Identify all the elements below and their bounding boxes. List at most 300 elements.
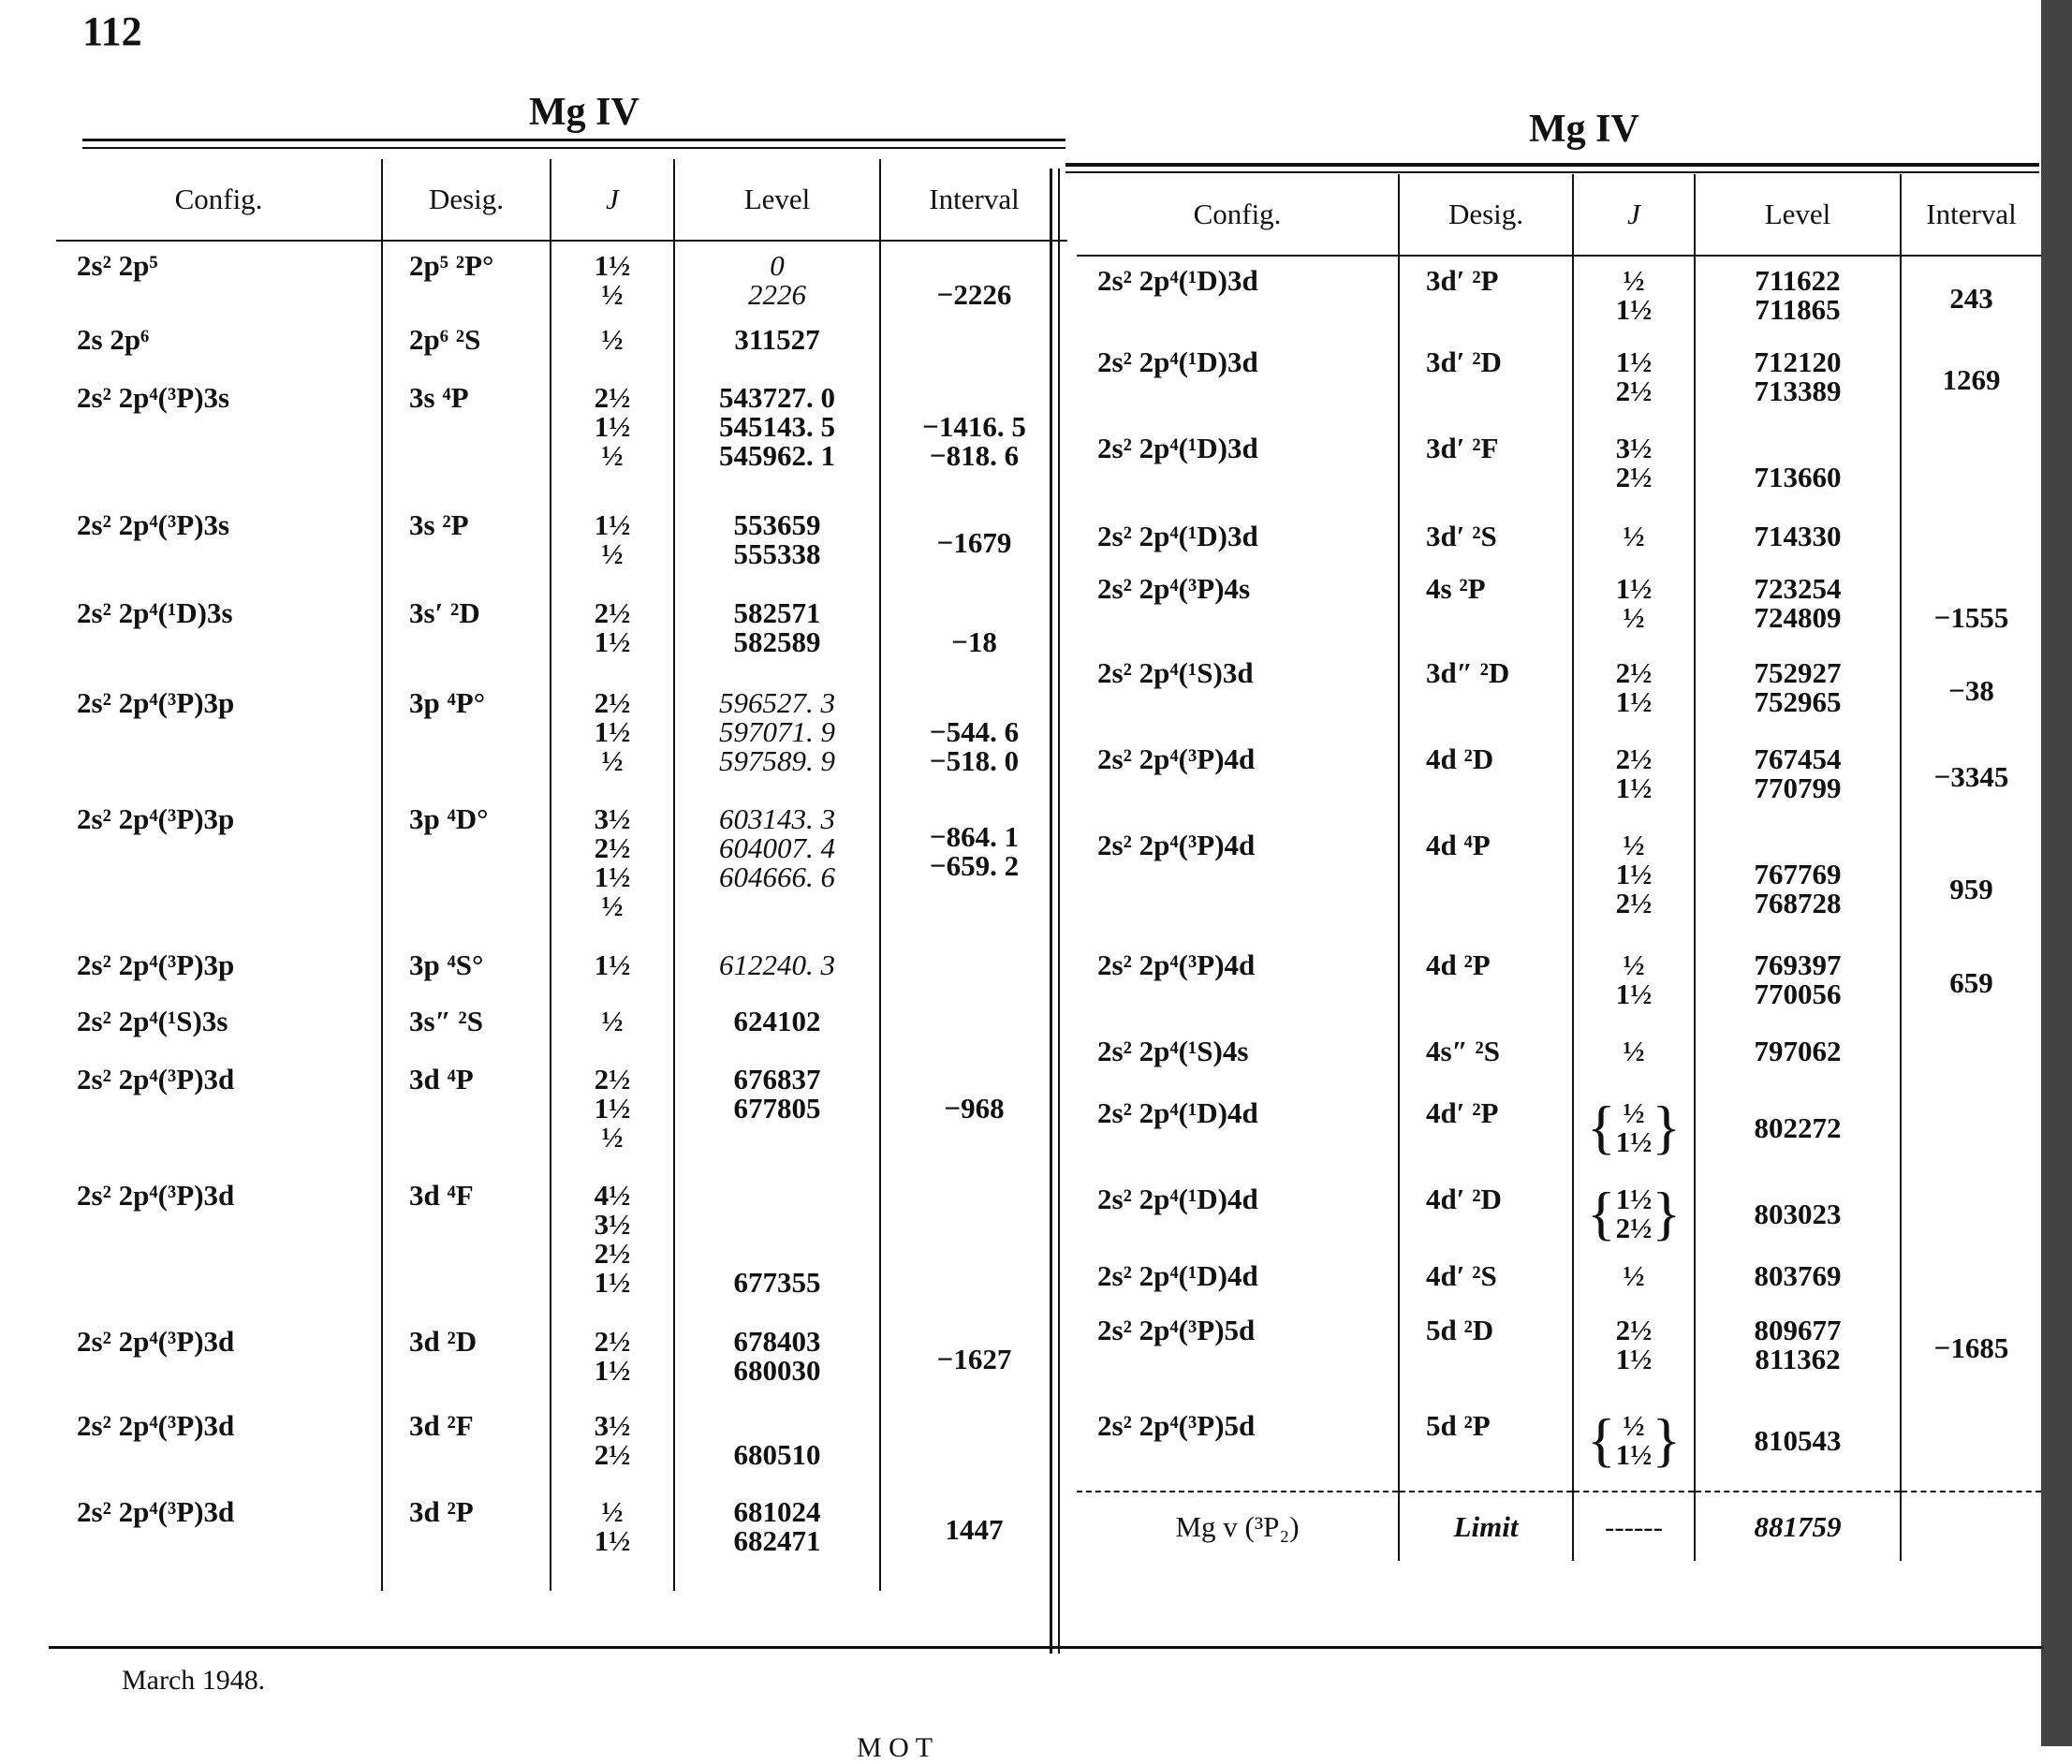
- j-value: 2½: [1615, 656, 1653, 689]
- level-value: 0: [770, 249, 785, 282]
- right-header-desig: Desig.: [1399, 174, 1573, 256]
- j-value: 1½: [594, 625, 631, 658]
- left-config-cell: [56, 589, 382, 679]
- level-value: 311527: [734, 323, 820, 356]
- j-value: 2½: [594, 596, 631, 629]
- right-desig-cell: [1399, 1402, 1573, 1492]
- j-value: 1½: [1615, 858, 1653, 890]
- right-config-cell: [1077, 1027, 1399, 1089]
- config-text: 2s² 2p⁴(³P)3p: [77, 802, 235, 835]
- j-value: 4½: [594, 1179, 631, 1212]
- limit-j: ------: [1605, 1510, 1663, 1543]
- left-interval-cell: [880, 1171, 1067, 1317]
- desig-text: 4d ²D: [1426, 742, 1494, 775]
- j-value: 3½: [594, 1409, 631, 1442]
- j-value: 1½: [594, 715, 631, 748]
- interval-value: 659: [1949, 965, 1993, 999]
- left-brace: {: [1586, 1180, 1616, 1246]
- j-value: 2½: [1615, 1212, 1653, 1244]
- j-value: 1½: [1615, 685, 1653, 718]
- right-config-cell: [1077, 256, 1399, 338]
- right-desig-cell: [1399, 1252, 1573, 1306]
- j-value: 3½: [1615, 432, 1653, 464]
- j-value: ½: [1623, 948, 1645, 981]
- config-text: 2s² 2p⁴(¹D)3d: [1097, 345, 1258, 378]
- left-row: [56, 374, 1067, 501]
- bottom-cutoff-text: M O T: [857, 1732, 933, 1763]
- left-desig-cell: [382, 1171, 551, 1317]
- interval-value: −3345: [1933, 759, 2009, 793]
- left-j-cell: [551, 1317, 674, 1402]
- j-value: ½: [1623, 1409, 1645, 1442]
- j-value: 1½: [1615, 1125, 1653, 1158]
- level-value: 2226: [748, 278, 806, 311]
- j-value: ½: [601, 1121, 624, 1154]
- right-row: [1077, 941, 2041, 1027]
- j-value: 2½: [1615, 375, 1653, 407]
- config-text: 2s² 2p⁴(¹D)4d: [1097, 1096, 1258, 1129]
- config-text: 2s² 2p⁴(¹S)3d: [1097, 656, 1254, 689]
- right-j-cell: [1573, 735, 1695, 821]
- desig-text: 3d ²D: [409, 1325, 478, 1358]
- right-level-cell: [1695, 821, 1901, 941]
- right-level-cell: [1695, 338, 1901, 424]
- config-text: 2s 2p⁶: [77, 323, 150, 356]
- right-level-cell: [1695, 1175, 1901, 1252]
- config-text: 2s² 2p⁴(³P)3s: [77, 508, 230, 541]
- desig-text: 3d ²F: [409, 1409, 474, 1442]
- right-j-cell: [1573, 1027, 1695, 1089]
- left-row: [56, 997, 1067, 1055]
- level-value: 770056: [1754, 978, 1842, 1010]
- left-config-cell: [56, 1055, 382, 1171]
- level-value: [1696, 434, 1900, 463]
- level-value: 767769: [1754, 858, 1842, 890]
- level-value: 582571: [733, 596, 821, 629]
- left-panel-title: Mg IV: [529, 91, 639, 134]
- left-interval-cell: [880, 316, 1067, 374]
- left-header-row: [56, 159, 1067, 241]
- interval-value: −818. 6: [929, 439, 1020, 472]
- right-config-cell: [1077, 1089, 1399, 1175]
- interval-value: −1416. 5: [922, 410, 1026, 443]
- level-value: 713389: [1754, 375, 1842, 407]
- j-value: ½: [1623, 520, 1645, 552]
- left-row: [56, 241, 1067, 316]
- right-level-cell: [1695, 256, 1901, 338]
- right-brace: }: [1652, 1180, 1682, 1246]
- left-level-cell: [674, 501, 880, 589]
- left-level-cell: [674, 795, 880, 941]
- right-level-cell: [1695, 649, 1901, 735]
- right-j-cell: [1573, 512, 1695, 565]
- left-row: [56, 316, 1067, 374]
- left-row: [56, 1171, 1067, 1317]
- j-value: 1½: [594, 948, 631, 981]
- level-value: [675, 1181, 879, 1210]
- left-level-cell: [674, 1055, 880, 1171]
- left-row: [56, 795, 1067, 941]
- bottom-rule: [49, 1646, 2043, 1649]
- desig-text: 4d′ ²P: [1426, 1096, 1499, 1129]
- right-config-cell: [1077, 1402, 1399, 1492]
- right-row: [1077, 338, 2041, 424]
- right-row: [1077, 424, 2041, 512]
- j-value: 2½: [594, 1063, 631, 1095]
- level-value: 811362: [1755, 1343, 1841, 1375]
- j-value: 2½: [594, 1438, 631, 1471]
- right-level-cell: [1695, 1402, 1901, 1492]
- limit-desig-cell: [1399, 1492, 1573, 1561]
- interval-value: −968: [944, 1092, 1005, 1125]
- left-level-cell: [674, 679, 880, 795]
- right-level-cell: [1695, 424, 1901, 512]
- right-config-cell: [1077, 1175, 1399, 1252]
- level-value: 723254: [1754, 572, 1842, 605]
- right-header-config: Config.: [1077, 174, 1399, 256]
- level-value: 676837: [733, 1063, 821, 1095]
- footer-date: March 1948.: [122, 1665, 266, 1696]
- j-value: ½: [601, 744, 624, 777]
- desig-text: 4s ²P: [1426, 572, 1486, 605]
- interval-value: −1685: [1933, 1330, 2009, 1364]
- level-value: 768728: [1754, 887, 1842, 919]
- left-interval-cell: [880, 1488, 1067, 1591]
- center-divider-a: [1050, 169, 1052, 1654]
- right-row: [1077, 1402, 2041, 1492]
- desig-text: 3d ⁴P: [409, 1063, 474, 1095]
- right-desig-cell: [1399, 821, 1573, 941]
- level-value: 752927: [1754, 656, 1842, 689]
- j-value: ½: [1623, 601, 1645, 634]
- center-divider-b: [1058, 169, 1060, 1654]
- left-level-cell: [674, 1402, 880, 1488]
- config-text: 2s² 2p⁴(³P)3d: [77, 1179, 235, 1212]
- right-level-cell: [1695, 1089, 1901, 1175]
- right-config-cell: [1077, 649, 1399, 735]
- level-value: 711622: [1755, 264, 1841, 297]
- level-value: 582589: [733, 625, 821, 658]
- right-j-cell: [1573, 941, 1695, 1027]
- limit-level-cell: [1695, 1492, 1901, 1561]
- left-row: [56, 501, 1067, 589]
- level-value: 596527. 3: [719, 686, 835, 719]
- left-config-cell: [56, 374, 382, 501]
- right-levels-table: [1077, 174, 2041, 1561]
- level-value: 681024: [733, 1495, 821, 1528]
- right-header-j: J: [1573, 174, 1695, 256]
- right-level-cell: [1695, 735, 1901, 821]
- left-level-cell: [674, 374, 880, 501]
- left-desig-cell: [382, 241, 551, 316]
- left-config-cell: [56, 1488, 382, 1591]
- left-j-cell: [551, 1488, 674, 1591]
- right-header-row: [1077, 174, 2041, 256]
- j-value: 1½: [594, 249, 631, 282]
- left-config-cell: [56, 1171, 382, 1317]
- right-j-cell: [1573, 256, 1695, 338]
- level-value: 770799: [1754, 772, 1842, 804]
- right-j-cell: [1573, 821, 1695, 941]
- interval-value: −864. 1: [929, 819, 1020, 853]
- left-config-cell: [56, 501, 382, 589]
- right-j-cell: [1573, 424, 1695, 512]
- limit-config: Mg v (³P₂): [1175, 1510, 1300, 1543]
- right-interval-cell: [1901, 565, 2041, 649]
- config-text: 2s² 2p⁴(³P)4s: [1097, 572, 1251, 605]
- right-desig-cell: [1399, 512, 1573, 565]
- level-value: 810543: [1754, 1423, 1842, 1457]
- right-j-cell: [1573, 565, 1695, 649]
- left-config-cell: [56, 316, 382, 374]
- right-config-cell: [1077, 338, 1399, 424]
- j-value: 2½: [1615, 1314, 1653, 1346]
- right-level-cell: [1695, 941, 1901, 1027]
- right-level-cell: [1695, 512, 1901, 565]
- desig-text: 2p⁶ ²S: [409, 323, 481, 356]
- level-value: 612240. 3: [719, 948, 835, 981]
- left-desig-cell: [382, 1317, 551, 1402]
- level-value: 624102: [733, 1005, 821, 1037]
- j-value: 1½: [1615, 345, 1653, 378]
- left-j-cell: [551, 589, 674, 679]
- right-interval-cell: [1901, 338, 2041, 424]
- interval-value: −659. 2: [929, 848, 1020, 882]
- left-j-cell: [551, 374, 674, 501]
- left-level-cell: [674, 316, 880, 374]
- page-number: 112: [82, 8, 142, 54]
- level-value: 603143. 3: [719, 802, 835, 835]
- left-j-cell: [551, 1171, 674, 1317]
- j-value: 2½: [594, 1237, 631, 1270]
- top-rule-left-thin: [82, 147, 1065, 149]
- left-desig-cell: [382, 316, 551, 374]
- level-value: 545962. 1: [719, 439, 835, 472]
- level-value: 711865: [1755, 293, 1841, 326]
- left-header-level: Level: [674, 159, 880, 241]
- right-row: [1077, 256, 2041, 338]
- config-text: 2s² 2p⁴(³P)4d: [1097, 948, 1256, 981]
- left-j-cell: [551, 1402, 674, 1488]
- page-edge-shadow: [2041, 0, 2072, 1746]
- config-text: 2s² 2p⁴(¹D)3d: [1097, 520, 1258, 552]
- right-interval-cell: [1901, 1306, 2041, 1402]
- j-value: ½: [601, 889, 624, 922]
- config-text: 2s² 2p⁴(¹D)3d: [1097, 264, 1258, 297]
- right-desig-cell: [1399, 424, 1573, 512]
- left-level-cell: [674, 1317, 880, 1402]
- right-row: [1077, 735, 2041, 821]
- left-interval-cell: [880, 997, 1067, 1055]
- j-value: ½: [601, 278, 624, 311]
- left-interval-cell: [880, 1055, 1067, 1171]
- right-desig-cell: [1399, 1175, 1573, 1252]
- right-row: [1077, 1252, 2041, 1306]
- level-value: [1696, 831, 1900, 860]
- interval-value: −544. 6: [929, 715, 1020, 748]
- desig-text: 3d′ ²F: [1426, 432, 1499, 464]
- right-interval-cell: [1901, 941, 2041, 1027]
- j-value: 1½: [594, 410, 631, 443]
- left-config-cell: [56, 941, 382, 997]
- j-value: 3½: [594, 1208, 631, 1241]
- right-row: [1077, 649, 2041, 735]
- left-row: [56, 679, 1067, 795]
- j-value: 2½: [1615, 742, 1653, 775]
- left-header-desig: Desig.: [382, 159, 551, 241]
- level-value: 769397: [1754, 948, 1842, 981]
- config-text: 2s² 2p⁴(¹S)3s: [77, 1005, 228, 1037]
- j-value: ½: [1623, 264, 1645, 297]
- right-level-cell: [1695, 1027, 1901, 1089]
- j-value: ½: [601, 1495, 624, 1528]
- right-header-level: Level: [1695, 174, 1901, 256]
- top-rule-right-thick: [1065, 163, 2039, 167]
- desig-text: 3d ⁴F: [409, 1179, 474, 1212]
- right-j-cell: [1573, 1252, 1695, 1306]
- right-desig-cell: [1399, 649, 1573, 735]
- interval-value: 1447: [945, 1512, 1004, 1546]
- desig-text: 2p⁵ ²P°: [409, 249, 494, 282]
- desig-text: 3p ⁴D°: [409, 802, 489, 835]
- level-value: 752965: [1754, 685, 1842, 718]
- j-value: ½: [601, 1005, 624, 1037]
- right-interval-cell: [1901, 649, 2041, 735]
- interval-value: −18: [951, 625, 997, 658]
- config-text: 2s² 2p⁴(³P)3s: [77, 381, 230, 414]
- level-value: 543727. 0: [719, 381, 835, 414]
- level-value: 597589. 9: [719, 744, 835, 777]
- right-config-cell: [1077, 735, 1399, 821]
- config-text: 2s² 2p⁴(¹D)3s: [77, 596, 233, 629]
- left-brace: {: [1586, 1094, 1616, 1160]
- level-value: 712120: [1754, 345, 1842, 378]
- right-config-cell: [1077, 1252, 1399, 1306]
- level-value: 677805: [733, 1092, 821, 1125]
- right-j-cell: [1573, 338, 1695, 424]
- right-interval-cell: [1901, 735, 2041, 821]
- left-interval-cell: [880, 374, 1067, 501]
- right-config-cell: [1077, 821, 1399, 941]
- level-value: 604666. 6: [719, 860, 835, 893]
- config-text: 2s² 2p⁴(³P)4d: [1097, 829, 1256, 861]
- right-interval-cell: [1901, 256, 2041, 338]
- left-level-cell: [674, 589, 880, 679]
- right-j-cell: [1573, 1175, 1695, 1252]
- desig-text: 3d′ ²D: [1426, 345, 1502, 378]
- interval-value: 243: [1949, 281, 1993, 315]
- left-level-cell: [674, 1488, 880, 1591]
- right-desig-cell: [1399, 338, 1573, 424]
- level-value: 677355: [733, 1266, 821, 1299]
- right-interval-cell: [1901, 1402, 2041, 1492]
- j-value: 1½: [1615, 1438, 1653, 1471]
- right-desig-cell: [1399, 1306, 1573, 1402]
- j-value: 1½: [1615, 1183, 1653, 1215]
- left-interval-cell: [880, 501, 1067, 589]
- right-header-interval: Interval: [1901, 174, 2041, 256]
- left-j-cell: [551, 241, 674, 316]
- right-row: [1077, 565, 2041, 649]
- limit-label: Limit: [1453, 1510, 1519, 1543]
- desig-text: 3d′ ²S: [1426, 520, 1497, 552]
- level-value: 803023: [1754, 1197, 1842, 1230]
- config-text: 2s² 2p⁴(³P)5d: [1097, 1314, 1256, 1346]
- right-row: [1077, 1089, 2041, 1175]
- left-row: [56, 1488, 1067, 1591]
- right-interval-cell: [1901, 1027, 2041, 1089]
- right-config-cell: [1077, 941, 1399, 1027]
- right-row: [1077, 1027, 2041, 1089]
- level-value: 803769: [1754, 1259, 1842, 1292]
- left-config-cell: [56, 1317, 382, 1402]
- desig-text: 5d ²P: [1426, 1409, 1491, 1442]
- j-value: ½: [1623, 1096, 1645, 1129]
- right-desig-cell: [1399, 565, 1573, 649]
- left-row: [56, 1055, 1067, 1171]
- top-rule-right-thin: [1065, 171, 2039, 173]
- left-interval-cell: [880, 241, 1067, 316]
- top-rule-left-thick: [82, 139, 1065, 141]
- level-value: 714330: [1754, 520, 1842, 552]
- left-j-cell: [551, 997, 674, 1055]
- right-interval-cell: [1901, 512, 2041, 565]
- desig-text: 3d ²P: [409, 1495, 474, 1528]
- j-value: ½: [1623, 829, 1645, 861]
- desig-text: 4d′ ²D: [1426, 1183, 1502, 1215]
- left-j-cell: [551, 795, 674, 941]
- left-interval-cell: [880, 941, 1067, 997]
- config-text: 2s² 2p⁴(³P)3d: [77, 1063, 235, 1095]
- left-desig-cell: [382, 1055, 551, 1171]
- right-interval-cell: [1901, 1252, 2041, 1306]
- desig-text: 3d′ ²P: [1426, 264, 1499, 297]
- left-header-interval: Interval: [880, 159, 1067, 241]
- left-level-cell: [674, 941, 880, 997]
- interval-value: −2226: [936, 278, 1012, 311]
- left-row: [56, 589, 1067, 679]
- right-j-cell: [1573, 1306, 1695, 1402]
- left-desig-cell: [382, 941, 551, 997]
- j-value: 2½: [1615, 461, 1653, 493]
- right-config-cell: [1077, 424, 1399, 512]
- right-level-cell: [1695, 1306, 1901, 1402]
- level-value: 604007. 4: [719, 831, 835, 864]
- right-row: [1077, 512, 2041, 565]
- left-levels-table: [56, 159, 1067, 1591]
- j-value: 1½: [1615, 572, 1653, 605]
- config-text: 2s² 2p⁴(³P)3p: [77, 686, 235, 719]
- interval-value: 959: [1949, 872, 1993, 905]
- left-interval-cell: [880, 1317, 1067, 1402]
- right-brace: }: [1652, 1406, 1682, 1473]
- left-config-cell: [56, 795, 382, 941]
- interval-value: −1555: [1933, 601, 2009, 634]
- j-value: ½: [601, 323, 624, 356]
- level-value: 680030: [733, 1354, 821, 1387]
- j-value: 1½: [1615, 293, 1653, 326]
- interval-value: −1679: [936, 525, 1012, 559]
- j-value: 1½: [594, 1266, 631, 1299]
- config-text: 2s² 2p⁴(¹D)4d: [1097, 1183, 1258, 1215]
- left-j-cell: [551, 941, 674, 997]
- limit-j-cell: [1573, 1492, 1695, 1561]
- level-value: [675, 1239, 879, 1268]
- right-interval-cell: [1901, 1089, 2041, 1175]
- level-value: 724809: [1754, 601, 1842, 634]
- limit-config-cell: [1077, 1492, 1399, 1561]
- left-row: [56, 941, 1067, 997]
